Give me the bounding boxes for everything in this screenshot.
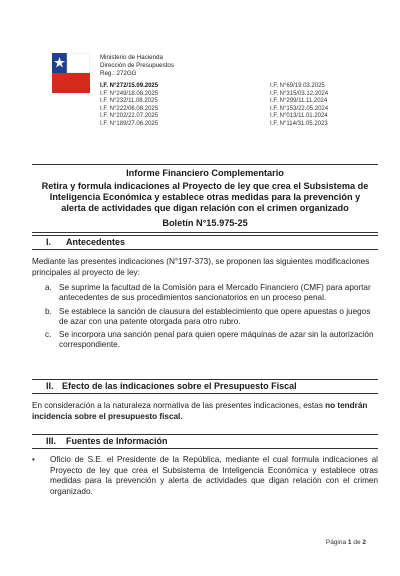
list-item xyxy=(45,307,377,328)
header-block xyxy=(100,54,174,78)
report-subject: Retira y formula indicaciones al Proyecto de ley que crea el Subsistema de Inteligencia Económica y establece otras medidas para la prevención y alerta de actividades que digan relación con el crimen organizado xyxy=(41,181,369,213)
list-marker: a. xyxy=(45,283,52,292)
section-number: III. xyxy=(46,436,57,446)
title-box xyxy=(32,164,378,233)
page-separator: de xyxy=(351,539,363,546)
list-item xyxy=(45,283,377,304)
reference-item: I.F. N°153/22.05.2024 xyxy=(270,105,329,112)
page-prefix: Página xyxy=(325,539,348,546)
source-bullet-item xyxy=(32,455,378,497)
section-label: Efecto de las indicaciones sobre el Presupuesto Fiscal xyxy=(62,381,297,391)
page-number xyxy=(326,539,366,546)
references-left xyxy=(100,83,158,129)
source-text: Oficio de S.E. el Presidente de la República, mediante el cual formula indicaciones al Proyecto de ley que crea el Subsistema de Inteligencia Económica y establece otras medidas para la prevención y alerta de actividades que digan relación con el crimen organizado. xyxy=(50,455,378,496)
section-heading-fuentes xyxy=(32,434,378,449)
list-marker: c. xyxy=(45,330,52,340)
reference-item: I.F. N°249/18.08.2025 xyxy=(100,90,159,97)
intro-paragraph: Mediante las presentes indicaciones (N°197-373), se proponen las siguientes modificaciones principales al proyecto de ley: xyxy=(32,257,370,277)
effect-conclusion: no tendrán incidencia sobre el presupuesto fiscal. xyxy=(32,401,368,421)
section-number: I. xyxy=(46,237,52,247)
section-label: Fuentes de Información xyxy=(66,436,168,446)
list-item-text: Se incorpora una sanción penal para quien opere máquinas de azar sin la autorización correspondiente. xyxy=(59,330,374,350)
section-heading-efecto xyxy=(32,379,378,394)
reference-item: I.F. N°315/03.12.2024 xyxy=(270,90,329,97)
list-item xyxy=(45,330,377,351)
reference-item: I.F. N°114/31.05.2023 xyxy=(270,120,328,127)
bulletin-number: Boletín N°15.975-25 xyxy=(162,218,248,228)
reference-item: I.F. N°202/22.07.2025 xyxy=(100,113,159,120)
section-number: II. xyxy=(46,381,54,391)
effect-paragraph xyxy=(32,401,378,422)
reference-item: I.F. N°232/11.08.2025 xyxy=(100,98,158,105)
reference-item: I.F. N°272/15.09.2025 xyxy=(100,83,159,89)
government-logo xyxy=(52,53,90,93)
list-marker: b. xyxy=(45,306,52,316)
total-pages: 2 xyxy=(362,539,366,546)
report-heading: Informe Financiero Complementario xyxy=(126,168,284,178)
registry-number: Reg.: 272GG xyxy=(100,70,137,77)
bullet-marker: • xyxy=(32,455,35,464)
section-label: Antecedentes xyxy=(66,237,126,247)
reference-item: I.F. N°69/19.03.2025 xyxy=(270,83,325,89)
list-item-text: Se establece la sanción de clausura del establecimiento que opere apuestas o juegos de azar con una patente otorgada para otro rubro. xyxy=(59,306,371,326)
direction-name: Dirección de Presupuestos xyxy=(100,62,174,69)
modifications-list xyxy=(45,283,377,354)
reference-item: I.F. N°222/06.08.2025 xyxy=(100,105,159,112)
reference-item: I.F. N°013/11.01.2024 xyxy=(270,113,328,120)
ministry-name: Ministerio de Hacienda xyxy=(100,54,163,61)
reference-item: I.F. N°299/11.11.2024 xyxy=(270,98,328,105)
effect-text: En consideración a la naturaleza normativa de las presentes indicaciones, estas xyxy=(32,401,326,410)
current-page: 1 xyxy=(347,539,352,546)
list-item-text: Se suprime la facultad de la Comisión para el Mercado Financiero (CMF) para aportar antecedentes de sus procedimientos sancionatorios en un proceso penal. xyxy=(59,283,371,303)
references-right xyxy=(270,83,328,129)
reference-item: I.F. N°189/27.06.2025 xyxy=(100,120,159,127)
section-heading-antecedentes xyxy=(32,235,378,250)
